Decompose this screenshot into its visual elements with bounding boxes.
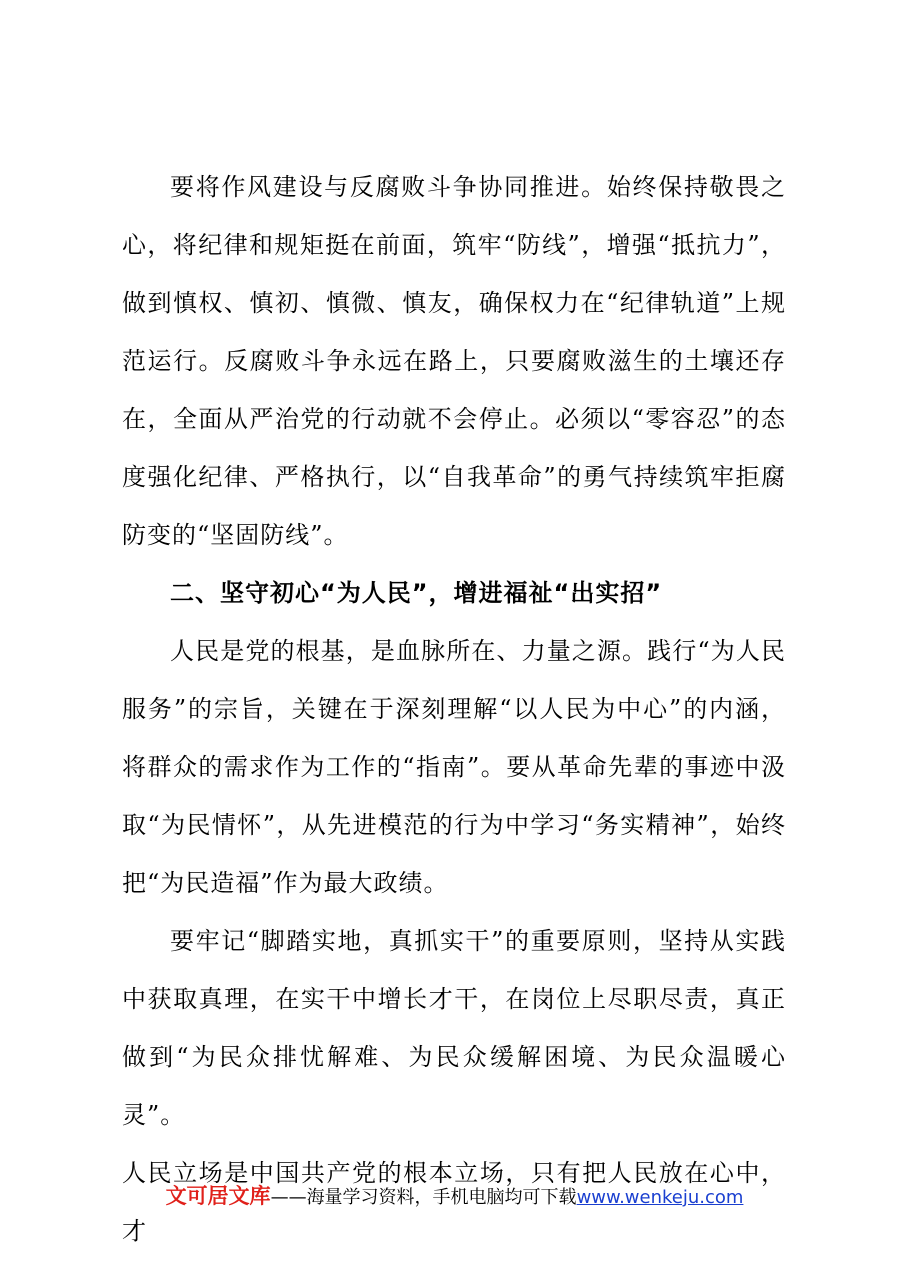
document-body <box>122 158 786 1260</box>
footer-website-link[interactable]: www.wenkeju.com <box>576 1187 744 1208</box>
paragraph-practical-work: 要牢记“脚踏实地，真抓实干”的重要原则，坚持从实践中获取真理，在实干中增长才干，在岗位上尽职尽责，真正做到“为民众排忧解难、为民众缓解困境、为民众温暖心灵”。 <box>122 927 786 1129</box>
paragraph-people-stance: 人民立场是中国共产党的根本立场，只有把人民放在心中，才 <box>122 1159 786 1245</box>
section-heading-2: 二、坚守初心“为人民”，增进福祉“出实招” <box>170 579 663 607</box>
paragraph-people-foundation: 人民是党的根基，是血脉所在、力量之源。践行“为人民服务”的宗旨，关键在于深刻理解“以人民为中心”的内涵，将群众的需求作为工作的“指南”。要从革命先辈的事迹中汲取“为民情怀”，从先进模范的行为中学习“务实精神”，始终把“为民造福”作为最大政绩。 <box>122 637 786 897</box>
page-footer <box>0 1182 909 1212</box>
footer-slogan: ——海量学习资料，手机电脑均可下载 <box>270 1187 577 1208</box>
paragraph-discipline: 要将作风建设与反腐败斗争协同推进。始终保持敬畏之心，将纪律和规矩挺在前面，筑牢“防线”，增强“抵抗力”，做到慎权、慎初、慎微、慎友，确保权力在“纪律轨道”上规范运行。反腐败斗争永远在路上，只要腐败滋生的土壤还存在，全面从严治党的行动就不会停止。必须以“零容忍”的态度强化纪律、严格执行，以“自我革命”的勇气持续筑牢拒腐防变的“坚固防线”。 <box>122 173 786 549</box>
footer-brand: 文可居文库 <box>165 1184 271 1208</box>
